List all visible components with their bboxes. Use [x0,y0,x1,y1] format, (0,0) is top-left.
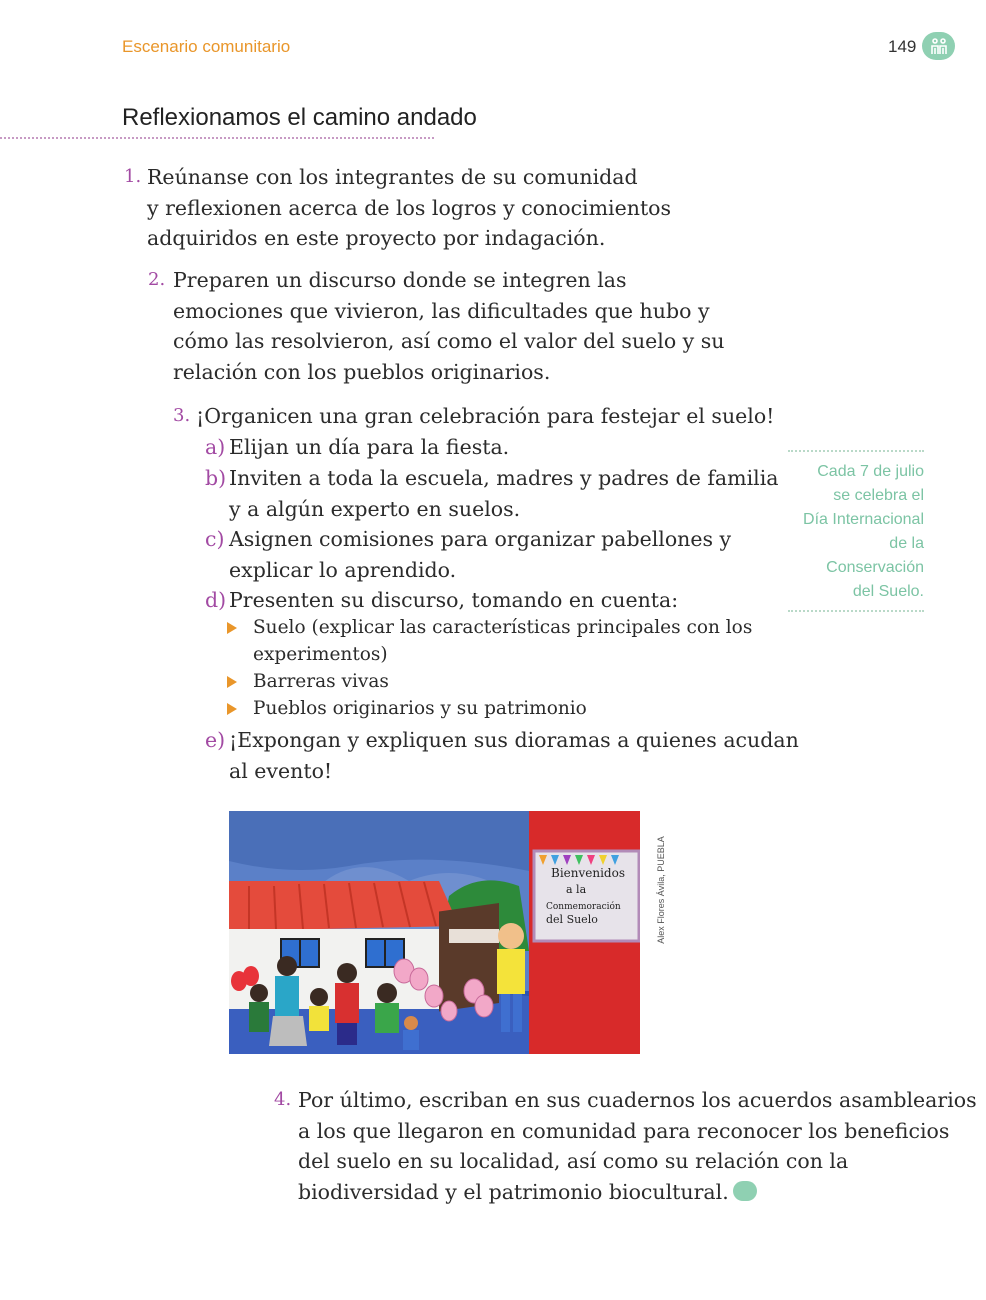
subitem-line: Presenten su discurso, tomando en cuenta: [229,588,679,612]
item-line: emociones que vivieron, las dificultades que hubo y [173,298,710,323]
subitem-letter: d) [205,588,227,612]
subitem-line: Asignen comisiones para organizar pabellones y [229,527,732,551]
subitem-c [205,524,732,585]
item-line: biodiversidad y el patrimonio biocultural. [298,1179,729,1204]
subitem-line: al evento! [229,758,333,783]
side-note-line: Día Internacional [803,511,924,528]
title-divider [0,137,434,139]
page-number: 149 [888,37,917,56]
subitem-d [205,585,679,616]
subitem-letter: c) [205,527,225,551]
list-item-1 [124,162,672,254]
illustration-soil-celebration [229,811,640,1054]
bullet-arrow-icon [227,703,237,715]
item-number: 4. [274,1089,292,1110]
banner-text: a la [566,883,587,896]
item-line: y reflexionen acerca de los logros y conocimientos [147,195,672,220]
subitem-line: y a algún experto en suelos. [229,496,521,521]
banner-text: Bienvenidos [551,866,625,880]
bullet-line: Pueblos originarios y su patrimonio [253,698,587,719]
credit-text: Alex Flores Ávila, PUEBLA [656,836,666,944]
list-item-3 [173,401,775,432]
item-line: adquiridos en este proyecto por indagación. [147,226,606,250]
item-number: 1. [124,166,142,187]
item-line: del suelo en su localidad, así como su relación con la [298,1149,849,1173]
bullet-line: experimentos) [253,643,388,665]
bullet-line: Suelo (explicar las características principales con los [253,617,753,638]
item-line: Reúnanse con los integrantes de su comunidad [147,165,638,189]
page-title: Reflexionamos el camino andado [122,104,477,131]
subitem-letter: a) [205,435,226,459]
community-icon [922,32,955,60]
subitem-letter: e) [205,728,226,752]
bullet-item-pueblos [253,696,587,723]
banner-text: del Suelo [546,913,598,926]
banner-text: Conmemoración [546,902,621,912]
subitem-e [205,725,799,786]
subitem-line: ¡Expongan y expliquen sus dioramas a quienes acudan [229,728,799,752]
bullet-item-barreras [253,669,389,696]
subitem-line: Elijan un día para la fiesta. [229,435,510,459]
bullet-line: Barreras vivas [253,671,389,692]
side-note-line: de la Conservación [826,535,924,576]
bullet-arrow-icon [227,676,237,688]
side-note-line: Cada 7 de julio [817,463,924,480]
item-line: cómo las resolvieron, así como el valor del suelo y su [173,329,725,353]
bullet-item-suelo [253,615,752,668]
subitem-b [205,463,779,524]
bullet-arrow-icon [227,622,237,634]
side-note [788,450,924,612]
photo-credit [653,834,669,946]
item-line: relación con los pueblos originarios. [173,359,551,384]
list-item-2 [148,265,725,387]
community-icon [733,1181,757,1201]
item-number: 2. [148,269,166,290]
item-line: ¡Organicen una gran celebración para festejar el suelo! [196,404,775,428]
item-line: Preparen un discurso donde se integren las [173,268,627,292]
item-number: 3. [173,405,191,426]
side-note-line: del Suelo. [852,583,924,600]
subitem-a [205,432,510,463]
list-item-4 [274,1085,977,1207]
subitem-line: Inviten a toda la escuela, madres y padres de familia [229,466,779,490]
item-line-last [298,1177,977,1208]
section-header: Escenario comunitario [122,37,291,56]
side-note-line: se celebra el [833,487,924,504]
subitem-letter: b) [205,466,227,490]
subitem-line: explicar lo aprendido. [229,557,457,582]
item-line: a los que llegaron en comunidad para reconocer los beneficios [298,1118,950,1143]
item-line: Por último, escriban en sus cuadernos los acuerdos asamblearios [298,1088,977,1112]
